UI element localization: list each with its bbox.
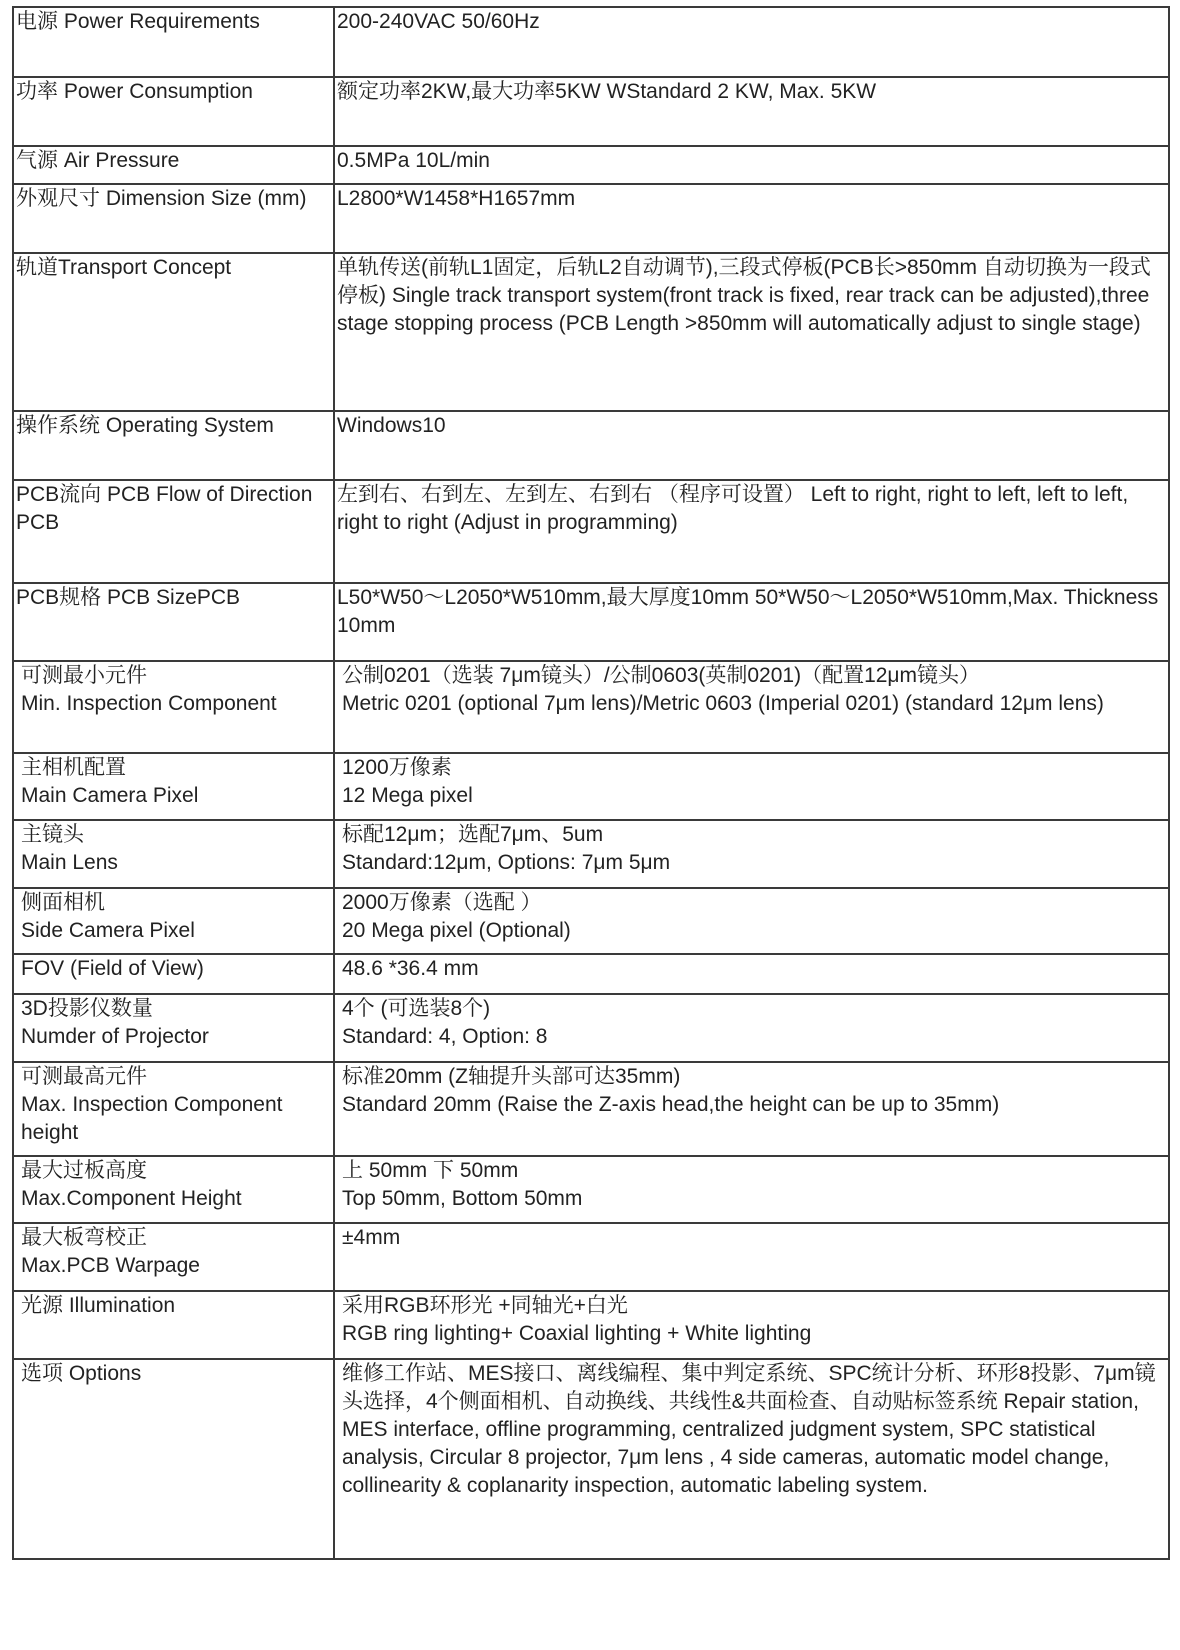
spec-value: 1200万像素 12 Mega pixel <box>334 753 1169 820</box>
spec-label: FOV (Field of View) <box>13 954 334 994</box>
table-row <box>13 253 1169 411</box>
table-row <box>13 954 1169 994</box>
spec-label: PCB流向 PCB Flow of Direction PCB <box>13 480 334 583</box>
table-row <box>13 820 1169 888</box>
spec-label: 选项 Options <box>13 1359 334 1559</box>
spec-value: 标准20mm (Z轴提升头部可达35mm) Standard 20mm (Raise the Z-axis head,the height can be up to 35mm) <box>334 1062 1169 1156</box>
spec-label: 功率 Power Consumption <box>13 77 334 146</box>
spec-value: 4个 (可选装8个) Standard: 4, Option: 8 <box>334 994 1169 1062</box>
spec-label: 可测最小元件 Min. Inspection Component <box>13 661 334 753</box>
table-row <box>13 994 1169 1062</box>
table-row <box>13 583 1169 661</box>
spec-label: 轨道Transport Concept <box>13 253 334 411</box>
table-row <box>13 753 1169 820</box>
table-row <box>13 1359 1169 1559</box>
spec-label: 气源 Air Pressure <box>13 146 334 184</box>
spec-value: ±4mm <box>334 1223 1169 1291</box>
spec-label: 外观尺寸 Dimension Size (mm) <box>13 184 334 253</box>
spec-label: 主相机配置 Main Camera Pixel <box>13 753 334 820</box>
spec-value: 0.5MPa 10L/min <box>334 146 1169 184</box>
spec-value: 48.6 *36.4 mm <box>334 954 1169 994</box>
spec-label: 主镜头 Main Lens <box>13 820 334 888</box>
table-row <box>13 1223 1169 1291</box>
spec-value: 200-240VAC 50/60Hz <box>334 7 1169 77</box>
spec-label: 电源 Power Requirements <box>13 7 334 77</box>
spec-value: 采用RGB环形光 +同轴光+白光 RGB ring lighting+ Coaxial lighting + White lighting <box>334 1291 1169 1359</box>
table-row <box>13 7 1169 77</box>
spec-value: 额定功率2KW,最大功率5KW WStandard 2 KW, Max. 5KW <box>334 77 1169 146</box>
spec-value: 单轨传送(前轨L1固定，后轨L2自动调节),三段式停板(PCB长>850mm 自动切换为一段式停板) Single track transport system(front track is fixed, rear track can be adjusted),three stage stopping process (PCB Length >850mm will automatically adjust to single stage) <box>334 253 1169 411</box>
spec-label: 光源 Illumination <box>13 1291 334 1359</box>
spec-label: 可测最高元件 Max. Inspection Component height <box>13 1062 334 1156</box>
spec-value: Windows10 <box>334 411 1169 480</box>
table-row <box>13 1062 1169 1156</box>
spec-value: 标配12μm；选配7μm、5um Standard:12μm, Options: 7μm 5μm <box>334 820 1169 888</box>
spec-label: 最大过板高度 Max.Component Height <box>13 1156 334 1223</box>
table-row <box>13 77 1169 146</box>
spec-label: 最大板弯校正 Max.PCB Warpage <box>13 1223 334 1291</box>
spec-label: PCB规格 PCB SizePCB <box>13 583 334 661</box>
spec-label: 3D投影仪数量 Numder of Projector <box>13 994 334 1062</box>
table-row <box>13 184 1169 253</box>
table-row <box>13 661 1169 753</box>
spec-label: 操作系统 Operating System <box>13 411 334 480</box>
spec-label: 侧面相机 Side Camera Pixel <box>13 888 334 954</box>
spec-value: L2800*W1458*H1657mm <box>334 184 1169 253</box>
table-row <box>13 1156 1169 1223</box>
table-row <box>13 480 1169 583</box>
spec-table <box>12 6 1170 1560</box>
spec-value: 上 50mm 下 50mm Top 50mm, Bottom 50mm <box>334 1156 1169 1223</box>
spec-value: 公制0201（选装 7μm镜头）/公制0603(英制0201)（配置12μm镜头） Metric 0201 (optional 7μm lens)/Metric 0603 (Imperial 0201) (standard 12μm lens) <box>334 661 1169 753</box>
spec-value: 左到右、右到左、左到左、右到右 （程序可设置） Left to right, right to left, left to left, right to right (Adjust in programming) <box>334 480 1169 583</box>
table-row <box>13 1291 1169 1359</box>
spec-value: 维修工作站、MES接口、离线编程、集中判定系统、SPC统计分析、环形8投影、7μm镜头选择，4个侧面相机、自动换线、共线性&共面检查、自动贴标签系统 Repair station, MES interface, offline programming, centralized judgment system, SPC statistical analysis, Circular 8 projector, 7μm lens , 4 side cameras, automatic model change, collinearity & coplanarity inspection, automatic labeling system. <box>334 1359 1169 1559</box>
table-row <box>13 888 1169 954</box>
spec-value: 2000万像素（选配 ） 20 Mega pixel (Optional) <box>334 888 1169 954</box>
spec-value: L50*W50～L2050*W510mm,最大厚度10mm 50*W50～L2050*W510mm,Max. Thickness 10mm <box>334 583 1169 661</box>
table-row <box>13 146 1169 184</box>
table-row <box>13 411 1169 480</box>
